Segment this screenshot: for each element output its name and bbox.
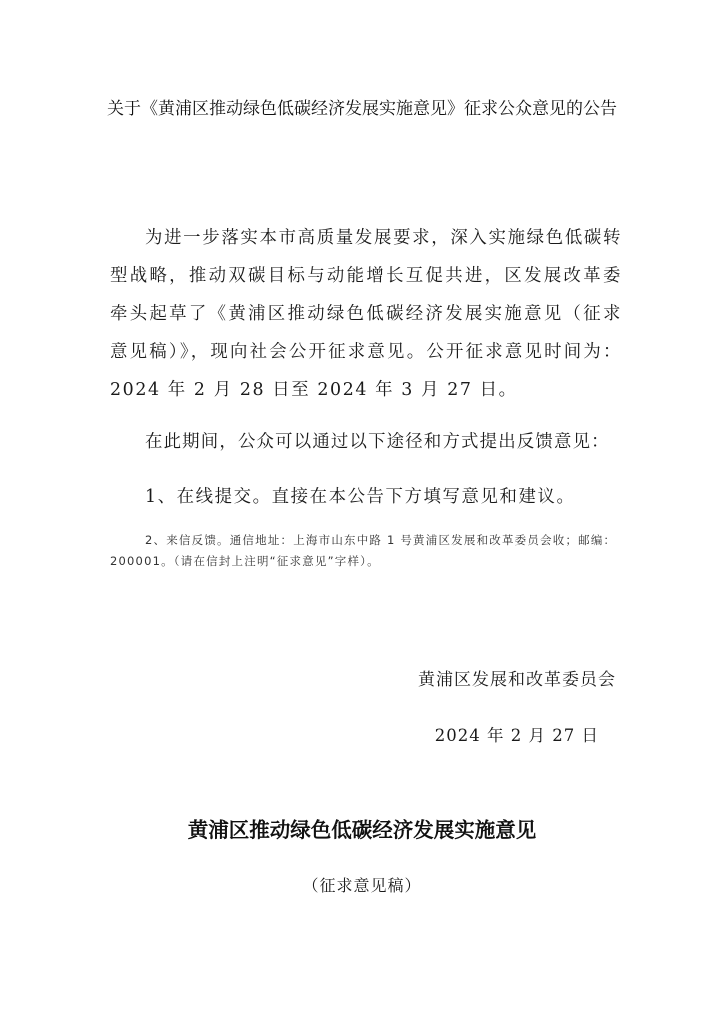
feedback-method-online: 1、在线提交。直接在本公告下方填写意见和建议。 <box>145 487 576 507</box>
signature-date: 2024 年 2 月 27 日 <box>434 726 599 745</box>
document-title: 黄浦区推动绿色低碳经济发展实施意见 <box>187 818 537 842</box>
notice-title: 关于《黄浦区推动绿色低碳经济发展实施意见》征求公众意见的公告 <box>107 99 617 119</box>
document-subtitle: （征求意见稿） <box>302 876 422 895</box>
feedback-method-mail: 2、来信反馈。通信地址：上海市山东中路 1 号黄浦区发展和改革委员会收；邮编：200001。（请在信封上注明“征求意见”字样）。 <box>110 533 617 568</box>
signature-organization: 黄浦区发展和改革委员会 <box>418 670 616 690</box>
notice-paragraph-period: 在此期间，公众可以通过以下途径和方式提出反馈意见： <box>145 432 610 452</box>
notice-paragraph-main: 为进一步落实本市高质量发展要求，深入实施绿色低碳转型战略，推动双碳目标与动能增长互促共进，区发展改革委牵头起草了《黄浦区推动绿色低碳经济发展实施意见（征求意见稿）》，现向社会公开征求意见。公开征求意见时间为：2024 年 2 月 28 日至 2024 年 3 月 27 日。 <box>110 228 622 400</box>
